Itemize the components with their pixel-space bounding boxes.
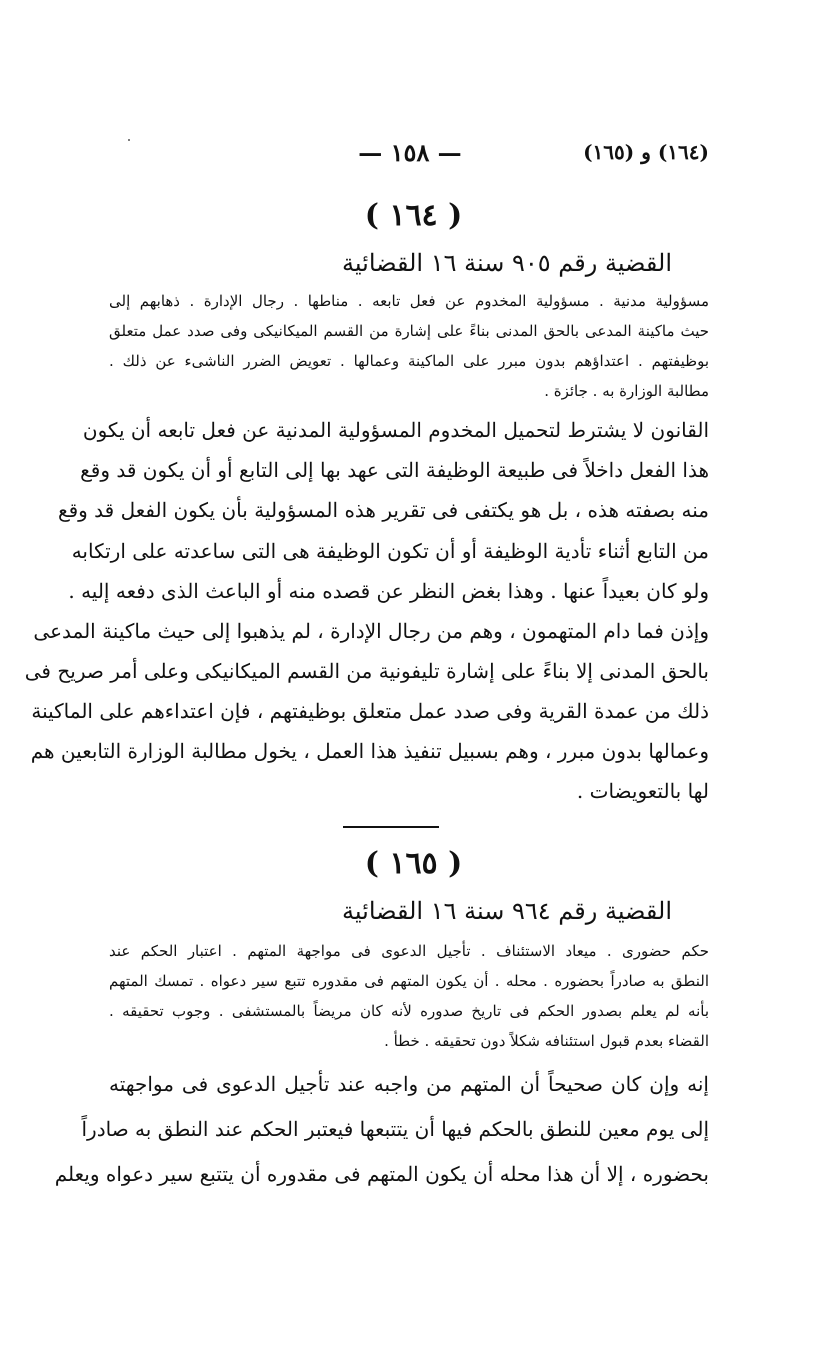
page-number: — ١٥٨ —	[358, 138, 462, 167]
case-164-body-line: وإذن فما دام المتهمون ، وهم من رجال الإدارة ، لم يذهبوا إلى حيث ماكينة المدعى	[33, 619, 709, 643]
case-165-number: ( ١٦٥ )	[364, 846, 463, 881]
case-165-summary-line: بأنه لم يعلم بصدور الحكم فى تاريخ صدوره لأنه كان مريضاً بالمستشفى . وجوب تحقيقه .	[109, 1002, 709, 1020]
case-164-body-line: لها بالتعويضات .	[576, 779, 709, 803]
case-164-summary-line: مسؤولية مدنية . مسؤولية المخدوم عن فعل تابعه . مناطها . رجال الإدارة . ذهابهم إلى	[109, 292, 709, 310]
case-164-title: القضية رقم ٩٠٥ سنة ١٦ القضائية	[342, 249, 672, 277]
case-164-summary-line: حيث ماكينة المدعى بالحق المدنى بناءً على إشارة من القسم الميكانيكى وفى صدد عمل متعلق	[109, 322, 709, 340]
speck	[128, 139, 130, 141]
case-164-body-line: ولو كان بعيداً عنها . وهذا بغض النظر عن قصده منه أو الباعث الذى دفعه إليه .	[68, 579, 709, 603]
section-divider	[343, 826, 439, 828]
case-164-summary-line: مطالبة الوزارة به . جائزة .	[544, 382, 709, 400]
case-165-title: القضية رقم ٩٦٤ سنة ١٦ القضائية	[342, 897, 672, 925]
case-164-summary-line: بوظيفتهم . اعتداؤهم بدون مبرر على الماكينة وعمالها . تعويض الضرر الناشىء عن ذلك .	[109, 352, 709, 370]
case-165-summary-line: القضاء بعدم قبول استئنافه شكلاً دون تحقيقه . خطأ .	[384, 1032, 709, 1050]
case-164-body-line: هذا الفعل داخلاً فى طبيعة الوظيفة التى عهد بها إلى التابع أو أن يكون قد وقع	[80, 458, 709, 482]
case-164-body-line: ذلك من عمدة القرية وفى صدد عمل متعلق بوظيفتهم ، فإن اعتداءهم على الماكينة	[31, 699, 709, 723]
case-164-body-line: وعمالها بدون مبرر ، وهم بسبيل تنفيذ هذا العمل ، يخول مطالبة الوزارة التابعين هم	[30, 739, 709, 763]
case-164-body-line: بالحق المدنى إلا بناءً على إشارة تليفونية من القسم الميكانيكى وعلى أمر صريح فى	[24, 659, 709, 683]
case-164-number: ( ١٦٤ )	[364, 198, 463, 233]
case-165-summary-line: النطق به صادراً بحضوره . محله . أن يكون المتهم فى مقدوره تتبع سير دعواه . تمسك المتهم	[109, 972, 709, 990]
case-164-body-line: منه بصفته هذه ، بل هو يكتفى فى تقرير هذه المسؤولية بأن يكون الفعل قد وقع	[57, 498, 709, 522]
running-head-cases: (١٦٤) و (١٦٥)	[583, 140, 709, 164]
case-165-summary-line: حكم حضورى . ميعاد الاستئناف . تأجيل الدعوى فى مواجهة المتهم . اعتبار الحكم عند	[109, 942, 709, 960]
case-164-body-line: القانون لا يشترط لتحميل المخدوم المسؤولية المدنية عن فعل تابعه أن يكون	[82, 418, 709, 442]
case-165-body-line: بحضوره ، إلا أن هذا محله أن يكون المتهم فى مقدوره أن يتتبع سير دعواه ويعلم	[54, 1162, 709, 1186]
case-165-body-line: إنه وإن كان صحيحاً أن المتهم من واجبه عند تأجيل الدعوى فى مواجهته	[109, 1072, 709, 1096]
case-164-body-line: من التابع أثناء تأدية الوظيفة أو أن تكون الوظيفة هى التى ساعدته على ارتكابه	[71, 539, 709, 563]
case-165-body-line: إلى يوم معين للنطق بالحكم فيها أن يتتبعها فيعتبر الحكم عند النطق به صادراً	[81, 1117, 709, 1141]
